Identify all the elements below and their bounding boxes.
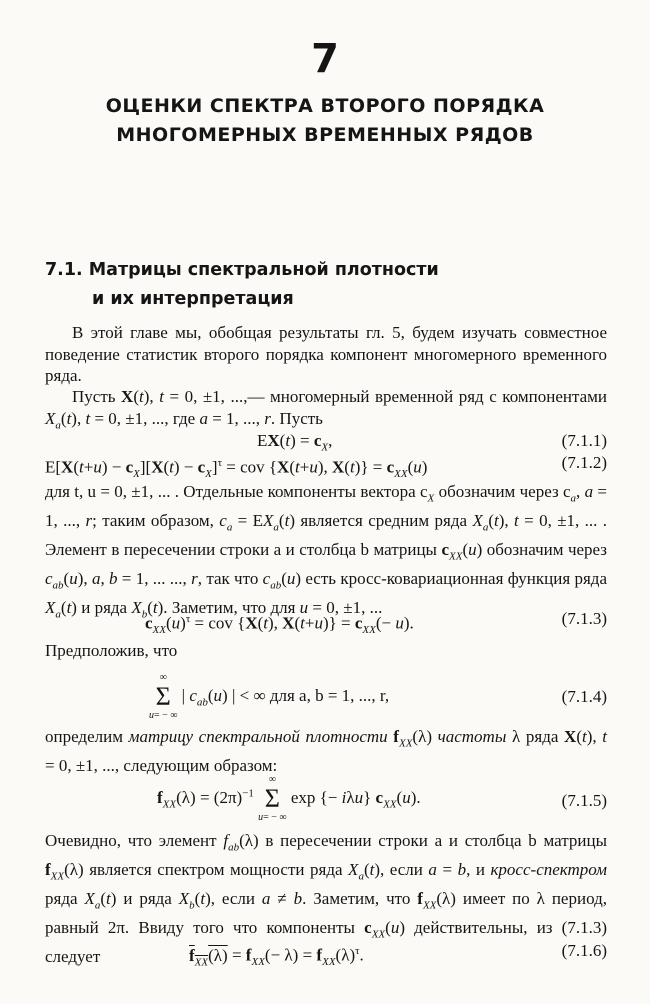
chapter-title-line-2: МНОГОМЕРНЫХ ВРЕМЕННЫХ РЯДОВ [116,124,534,146]
section-number: 7.1. [45,260,83,280]
paragraph-components: для t, u = 0, ±1, ... . Отдельные компоненты вектора $c_X$ обозначим через $c_a$, a = 1, ..., r; таким образом, $c_a = EX_a(t)$ является средним ряда $X_a(t)$, t = 0, ±1, ... . Элемент в пересечении строки a и столбца b матрицы $c_{XX}(u)$ обозначим через $c_{ab}(u)$, a, b = 1, ... ..., r, так что $c_{ab}(u)$ есть кросс-ковариационная функция ряда $X_a(t)$ и ряда $X_b(t)$. Заметим, что для u = 0, ±1, ... [45,482,608,620]
paragraph-intro: В этой главе мы, обобщая результаты гл. 5, будем изучать совместное поведение статистик второго порядка компонент многомерного временного ряда. [45,323,607,385]
chapter-title-line-1: ОЦЕНКИ СПЕКТРА ВТОРОГО ПОРЯДКА [105,95,545,117]
paragraph-definition: Пусть X(t), t = 0, ±1, ...,— многомерный временной ряд с компонентами $X_a(t)$, t = 0, ±1, ..., где a = 1, ..., r. Пусть [45,387,608,431]
paragraph-element: Очевидно, что элемент $f_{ab}(\lambda)$ в пересечении строки a и столбца b матрицы $f_{XX}(\lambda)$ является спектром мощности ряда $X_a(t)$, если a = b, и кросс-спектром ряда $X_a(t)$ и ряда $X_b(t)$, если a ≠ b. Заметим, что $f_{XX}(\lambda)$ имеет по λ период, равный 2π. Ввиду того что компоненты $c_{XX}(u)$ действительны, из (7.1.3) следует [45,831,607,966]
chapter-title [0,92,650,150]
paragraph-define: определим матрицу спектральной плотности $f_{XX}(\lambda)$ частоты λ ряда X(t), t = 0, ±1, ..., следующим образом: [45,727,607,775]
book-page: 7 ОЦЕНКИ СПЕКТРА ВТОРОГО ПОРЯДКА МНОГОМЕРНЫХ ВРЕМЕННЫХ РЯДОВ 7.1. Матрицы спектральной плотности и их интерпретация В этой главе мы, обобщая результаты гл. 5, будем изучать совместное поведение статистик второго порядка компонент многомерного временного ряда. Пусть X(t), t = 0, ±1, ...,— многомерный временной ряд с компонентами $X_a(t)$, t = 0, ±1, ..., где a = 1, ..., r. Пусть $EX(t) = c_X$, (7.1.1) $E[X(t+u) - c_X][X(t) - c_X]^\tau$ = cov {X(t+u), $X(t)\} = c_{XX}(u)$ (7.1.2) для t, u = 0, ±1, ... . Отдельные компоненты вектора $c_X$ обозначим через $c_a$, a = 1, ..., r; таким образом, $c_a = EX_a(t)$ является средним ряда $X_a(t)$, t = 0, ±1, ... . Элемент в пересечении строки a и столбца b матрицы $c_{XX}(u)$ обозначим через $c_{ab}(u)$, a, b = 1, ... ..., r, так что $c_{ab}(u)$ есть кросс-ковариационная функция ряда $X_a(t)$ и ряда $X_b(t)$. Заметим, что для u = 0, ±1, ... $c_{XX}(u)^\tau$ = cov {X(t), $X(t+u)\} = c_{XX}(- u)$. (7.1.3) Предположив, что ∞ Σ u= − ∞ | $c_{ab}(u)$ | < ∞ для a, b = 1, ..., r, (7.1.4) определим матрицу спектральной плотности $f_{XX}(\lambda)$ частоты λ ряда X(t), t = 0, ±1, ..., следующим образом: $f_{XX}(\lambda) = (2\pi)^{-1}$ ∞ Σ u= − ∞ exp {− iλu} $c_{XX}(u)$. (7.1.5) Очевидно, что элемент $f_{ab}(\lambda)$ в пересечении строки a и столбца b матрицы $f_{XX}(\lambda)$ является спектром мощности ряда $X_a(t)$, если a = b, и кросс-спектром ряда $X_a(t)$ и ряда $X_b(t)$, если a ≠ b. Заметим, что $f_{XX}(\lambda)$ имеет по λ период, равный 2π. Ввиду того что компоненты $c_{XX}(u)$ действительны, из (7.1.3) следует $f_{XX}(\lambda) = f_{XX}(- \lambda) = f_{XX}(\lambda)^\tau$. (7.1.6) [0,0,650,1004]
equation-7-1-5: $f_{XX}(\lambda) = (2\pi)^{-1}$ ∞ Σ u= − ∞ exp {− iλu} $c_{XX}(u)$. (7.1.5) [157,774,607,823]
section-title-line-1: Матрицы спектральной плотности [88,260,439,280]
section-title-line-2: и их интерпретация [92,289,294,309]
section-heading [45,256,605,314]
paragraph-assume: Предположив, что [45,641,178,660]
equation-7-1-4: ∞ Σ u= − ∞ | $c_{ab}(u)$ | < ∞ для a, b = 1, ..., r, (7.1.4) [149,672,607,721]
chapter-number: 7 [311,36,339,82]
